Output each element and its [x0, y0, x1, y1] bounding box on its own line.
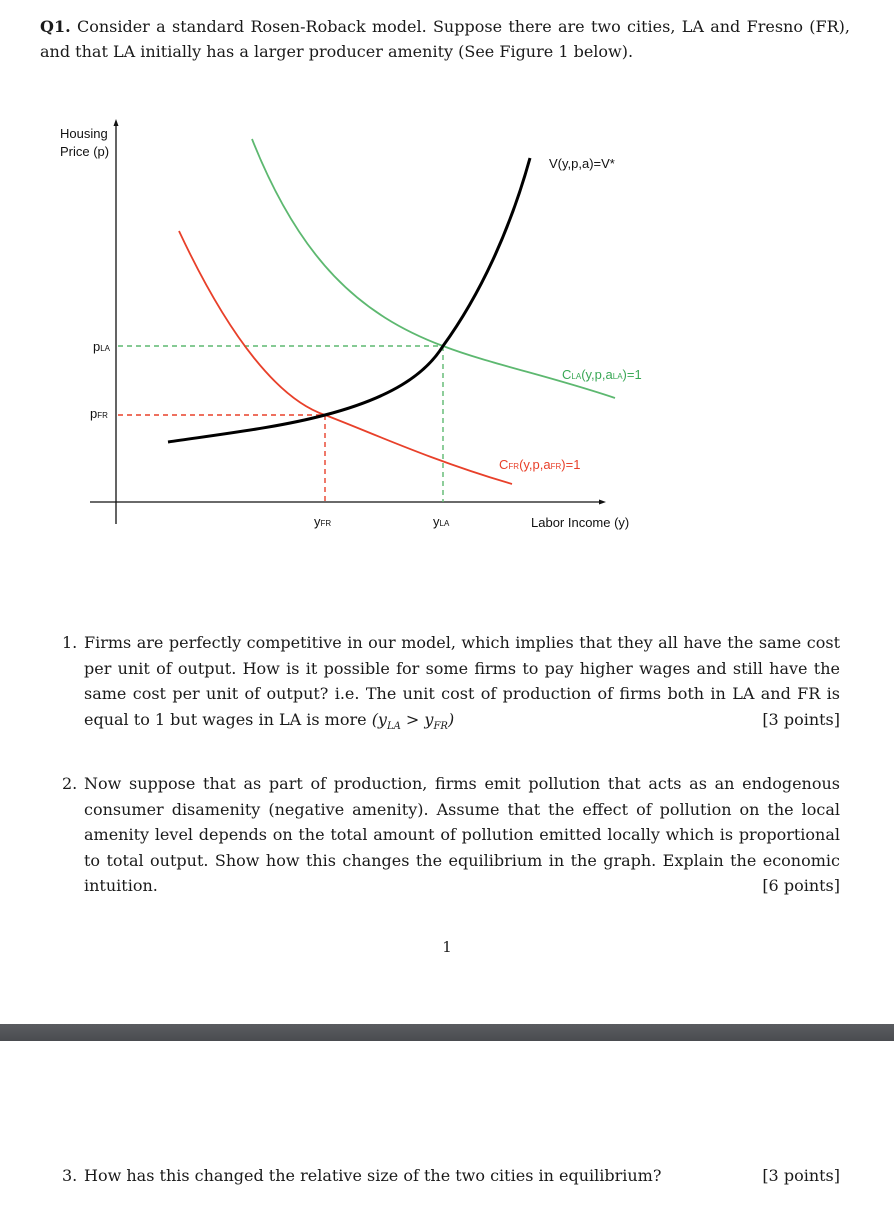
figure-1-graph — [0, 0, 894, 560]
x-axis-arrow — [599, 500, 606, 505]
question-text: Consider a standard Rosen-Roback model. Suppose there are two cities, LA and Fresno (FR), and that LA initially has a larger producer amenity (See Figure 1 below). — [40, 17, 850, 61]
y-axis-arrow — [114, 119, 119, 126]
c-la-label: CLA(y,p,aLA)=1 — [562, 367, 642, 382]
question-item-2 — [62, 771, 840, 899]
question-item-1 — [62, 630, 840, 739]
item-text: How has this changed the relative size of the two cities in equilibrium? — [84, 1166, 662, 1185]
c-fr-label: CFR(y,p,aFR)=1 — [499, 457, 581, 472]
page-number: 1 — [442, 938, 452, 956]
item-points: [3 points] — [762, 1166, 840, 1185]
question-label: Q1. — [40, 17, 71, 36]
item-number: 2. — [62, 774, 78, 793]
item-text: Now suppose that as part of production, firms emit pollution that acts as an endogenous consumer disamenity (negative amenity). Assume that the effect of pollution on the local amenity level depends on the total amount of pollution emitted locally which is proportional to total output. Show how this changes the equilibrium in the graph. Explain the economic intuition. — [84, 774, 840, 895]
item-text: Firms are perfectly competitive in our model, which implies that they all have the same cost per unit of output. How is it possible for some firms to pay higher wages and still have the same cost per unit of output? i.e. The unit cost of production of firms both in LA and FR is equal to 1 but wages in LA is more — [84, 633, 840, 729]
item-number: 1. — [62, 633, 78, 652]
p-fr-label: pFR — [90, 406, 108, 421]
c-fr-curve — [179, 231, 512, 484]
page-separator — [0, 1024, 894, 1041]
question-item-3 — [62, 1163, 840, 1189]
document-page-2 — [0, 1041, 894, 1212]
v-curve — [168, 158, 530, 442]
y-fr-label: yFR — [314, 514, 332, 529]
y-axis-label-line2: Price (p) — [60, 144, 110, 159]
x-axis-label: Labor Income (y) — [531, 515, 630, 530]
y-la-label: yLA — [433, 514, 450, 529]
v-curve-label: V(y,p,a)=V* — [549, 156, 615, 171]
p-la-label: pLA — [93, 339, 111, 354]
item-math: $(y_{LA} > y_{FR})$ — [371, 709, 455, 732]
item-points: [6 points] — [762, 876, 840, 895]
y-axis-label-line1: Housing — [60, 126, 108, 141]
item-points: [3 points] — [762, 709, 840, 729]
item-number: 3. — [62, 1166, 78, 1185]
